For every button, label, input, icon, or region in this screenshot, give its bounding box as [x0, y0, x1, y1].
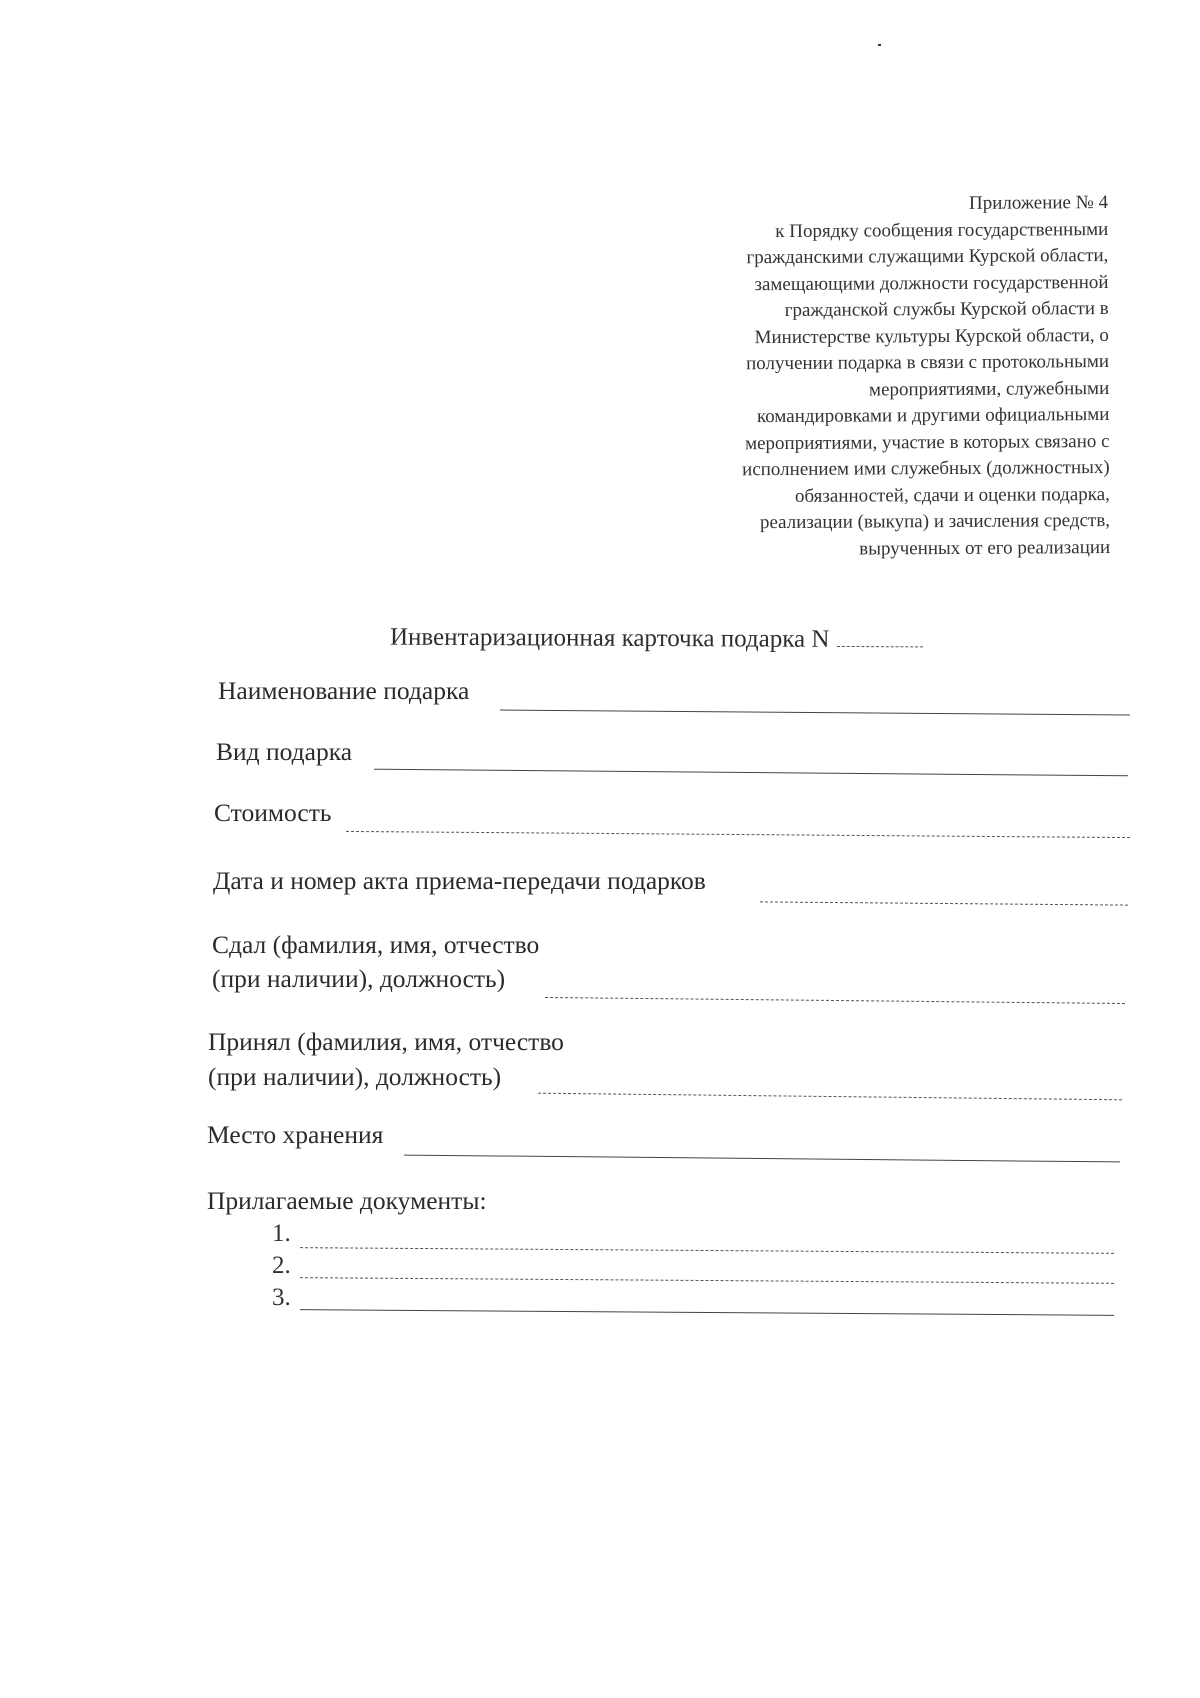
appendix-line: Приложение № 4 [968, 191, 1109, 214]
appendix-note [668, 190, 1110, 564]
field-label: Вид подарка [216, 737, 353, 766]
field-gift-type [216, 737, 352, 767]
appendix-line: к Порядку сообщения государственными [775, 218, 1109, 242]
field-label: Наименование подарка [218, 676, 470, 705]
appendix-line: исполнением ими служебных (должностных) [742, 456, 1110, 481]
attached-document-number: 3. [272, 1284, 291, 1311]
field-label: Принял (фамилия, имя, отчество [208, 1027, 564, 1056]
field-label: Место хранения [207, 1120, 384, 1149]
handed-over-blank[interactable] [545, 997, 1125, 1004]
field-act-date-number [213, 866, 706, 896]
attached-document-number: 2. [272, 1252, 291, 1279]
attached-document-number: 1. [272, 1220, 291, 1247]
cost-blank[interactable] [346, 831, 1130, 838]
field-gift-name [218, 676, 469, 706]
appendix-line: обязанностей, сдачи и оценки подарка, [794, 483, 1110, 507]
field-label: Сдал (фамилия, имя, отчество [212, 930, 540, 959]
appendix-line: Министерстве культуры Курской области, о [754, 324, 1109, 348]
appendix-line: гражданской службы Курской области в [784, 297, 1109, 321]
appendix-line: замещающими должности государственной [754, 271, 1109, 295]
field-cost [214, 798, 332, 828]
accepted-blank[interactable] [538, 1093, 1122, 1101]
appendix-line: командировками и другими официальными [756, 403, 1110, 428]
act-date-number-blank[interactable] [760, 901, 1128, 905]
attached-documents-title: Прилагаемые документы: [207, 1186, 487, 1215]
attached-document-blank-1[interactable] [300, 1247, 1114, 1254]
field-label: Стоимость [214, 798, 332, 827]
appendix-line: получении подарка в связи с протокольными [746, 350, 1110, 375]
appendix-line: реализации (выкупа) и зачисления средств, [759, 509, 1111, 534]
appendix-line: вырученных от его реализации [859, 536, 1111, 560]
appendix-line: мероприятиями, участие в которых связано с [744, 430, 1110, 454]
field-label: (при наличии), должность) [212, 964, 506, 993]
field-accepted [208, 1024, 564, 1094]
card-title-text: Инвентаризационная карточка подарка N [389, 623, 830, 653]
card-number-blank[interactable] [837, 624, 923, 647]
attached-document-blank-3[interactable] [300, 1309, 1114, 1316]
appendix-line: гражданскими служащими Курской области, [746, 244, 1109, 269]
card-title [390, 622, 924, 655]
scan-speck [878, 44, 881, 46]
appendix-line: мероприятиями, служебными [868, 377, 1110, 400]
gift-type-blank[interactable] [374, 769, 1128, 777]
attached-document-blank-2[interactable] [300, 1277, 1114, 1284]
gift-name-blank[interactable] [500, 710, 1130, 716]
field-handed-over [212, 928, 539, 996]
field-storage-place [207, 1120, 383, 1150]
storage-place-blank[interactable] [404, 1155, 1120, 1163]
field-label: (при наличии), должность) [208, 1062, 502, 1091]
field-label: Дата и номер акта приема-передачи подарков [213, 866, 706, 895]
